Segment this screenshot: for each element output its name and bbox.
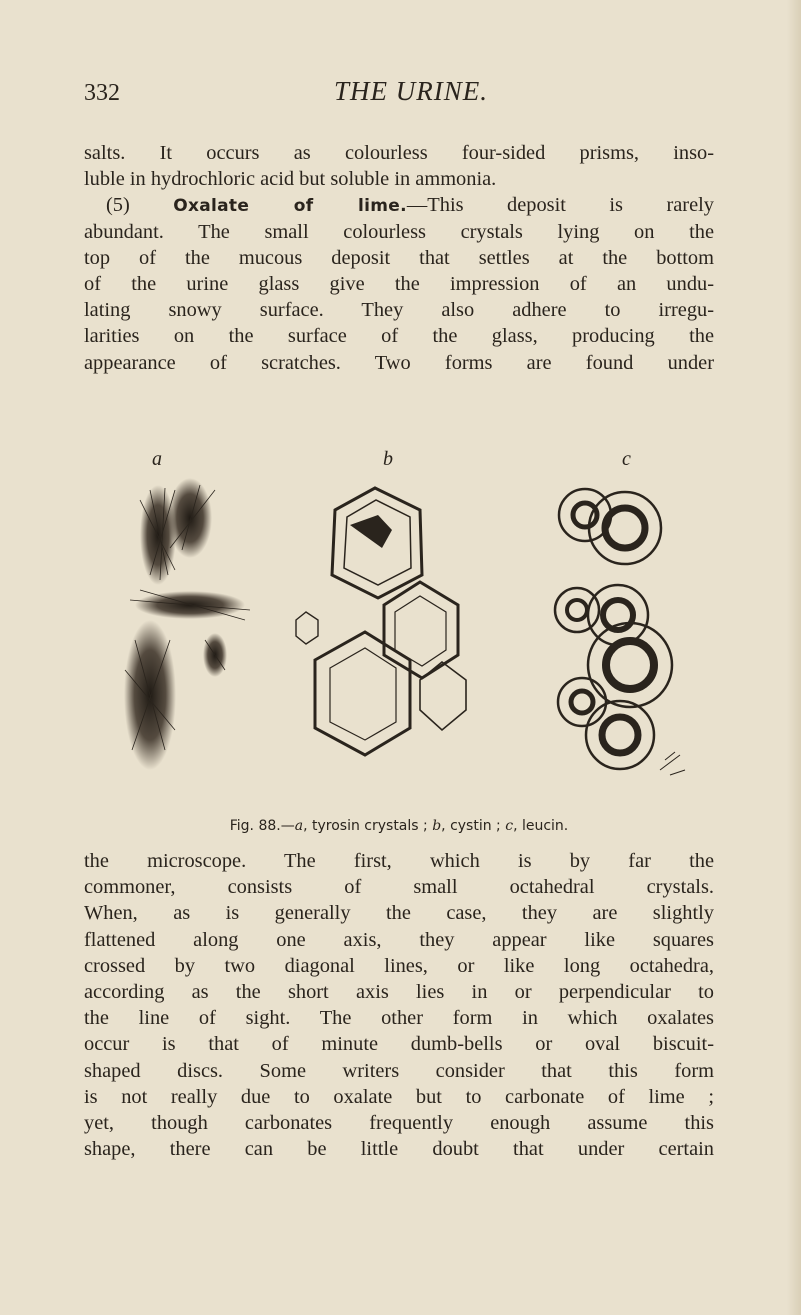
crystal-illustration xyxy=(120,470,700,790)
figure-88 xyxy=(120,448,700,793)
cystin-crystals xyxy=(296,488,466,755)
text-line: shaped discs. Some writers consider that this form xyxy=(84,1059,714,1082)
leucin-sphere xyxy=(588,623,672,707)
paragraph-1 xyxy=(84,140,714,376)
text-line: crossed by two diagonal lines, or like long octahedra, xyxy=(84,954,714,977)
caption-letter-a: a xyxy=(294,818,304,834)
section-heading: Oxalate of lime. xyxy=(173,196,407,217)
text-line: the line of sight. The other form in which oxalates xyxy=(84,1007,714,1030)
text-line: larities on the surface of the glass, producing the xyxy=(84,325,714,348)
text-line: the microscope. The first, which is by far the xyxy=(84,850,714,872)
caption-fig: Fig. 88.— xyxy=(229,818,295,834)
text-line: When, as is generally the case, they are slightly xyxy=(84,902,714,925)
page-number: 332 xyxy=(84,80,120,106)
leucin-sphere xyxy=(588,585,648,645)
figure-caption xyxy=(84,818,714,834)
text-line: luble in hydrochloric acid but soluble in ammonia. xyxy=(84,168,497,191)
text-line: occur is that of minute dumb-bells or oval biscuit- xyxy=(84,1033,714,1056)
heading-number: (5) xyxy=(106,194,130,217)
leucin-sphere xyxy=(586,701,654,769)
cystin-hexagon xyxy=(420,662,466,730)
text-line: is not really due to oxalate but to carbonate of lime ; xyxy=(84,1085,714,1108)
caption-text-c: , leucin. xyxy=(513,818,569,834)
heading-rest: —This deposit is rarely xyxy=(406,194,714,217)
leucin-sphere xyxy=(558,678,606,726)
text-line: appearance of scratches. Two forms are found under xyxy=(84,351,714,374)
figure-label-a: a xyxy=(152,448,162,470)
cystin-hexagon xyxy=(296,612,318,644)
text-line: flattened along one axis, they appear like squares xyxy=(84,928,714,951)
figure-label-c: c xyxy=(622,448,631,470)
text-line: commoner, consists of small octahedral crystals. xyxy=(84,876,714,899)
figure-label-b: b xyxy=(383,448,393,470)
running-head xyxy=(84,76,714,116)
caption-letter-b: b xyxy=(432,818,442,834)
text-line: yet, though carbonates frequently enough assume this xyxy=(84,1111,714,1134)
tyrosin-crystals xyxy=(124,478,250,770)
running-title: THE URINE. xyxy=(334,76,488,106)
caption-text-b: , cystin ; xyxy=(441,818,506,834)
leucin-sphere xyxy=(555,588,599,632)
leucin-sphere xyxy=(589,492,661,564)
text-line: lating snowy surface. They also adhere to irregu- xyxy=(84,299,714,322)
section-heading-line xyxy=(84,192,714,218)
caption-text-a: , tyrosin crystals ; xyxy=(303,818,433,834)
text-line: salts. It occurs as colourless four-sided prisms, inso- xyxy=(84,142,714,164)
text-line: according as the short axis lies in or perpendicular to xyxy=(84,980,714,1003)
text-line: shape, there can be little doubt that under certain xyxy=(84,1138,714,1161)
text-line: top of the mucous deposit that settles at the bottom xyxy=(84,246,714,269)
text-line: abundant. The small colourless crystals lying on the xyxy=(84,220,714,243)
leucin-crystals xyxy=(555,489,685,775)
page-edge xyxy=(787,0,801,1315)
paragraph-2 xyxy=(84,848,714,1162)
text-line: of the urine glass give the impression of an undu- xyxy=(84,272,714,295)
caption-letter-c: c xyxy=(505,818,514,834)
